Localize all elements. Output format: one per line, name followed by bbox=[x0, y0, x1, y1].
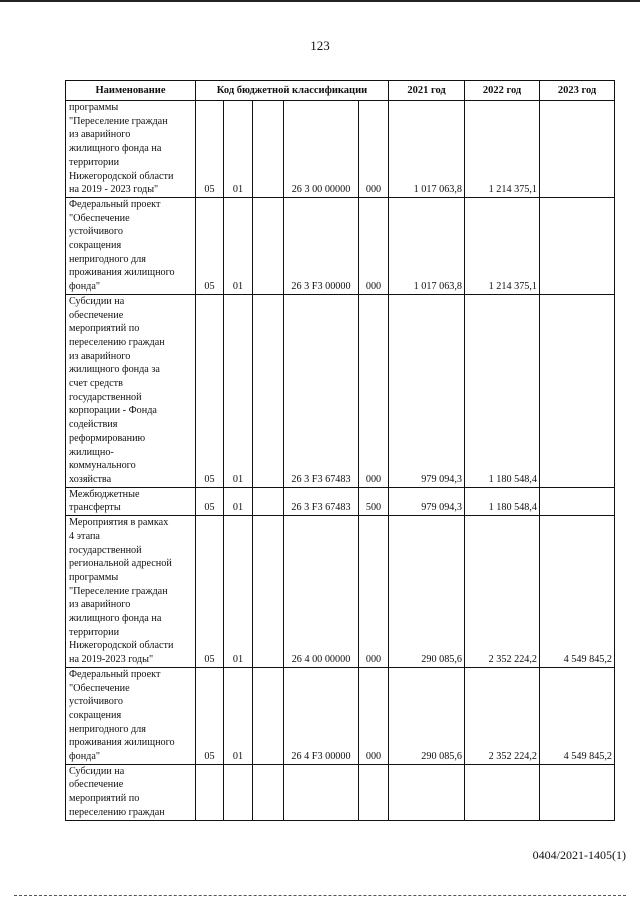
subchapter-code-cell: 01 bbox=[224, 516, 253, 668]
amount-2023-cell bbox=[540, 487, 615, 515]
amount-2021-cell: 290 085,6 bbox=[389, 516, 465, 668]
table-row bbox=[66, 487, 615, 515]
amount-2023-cell: 4 549 845,2 bbox=[540, 667, 615, 764]
target-article-cell: 26 3 F3 67483 bbox=[284, 487, 359, 515]
subchapter-code-cell: 01 bbox=[224, 667, 253, 764]
subchapter-code-cell: 01 bbox=[224, 197, 253, 294]
row-name-cell: Субсидии на обеспечение мероприятий по переселению граждан из аварийного жилищного фонда за счет средств государственной корпорации - Фонда содействия реформированию жилищно- коммунального хозяйства bbox=[66, 294, 196, 487]
subchapter-code-cell: 01 bbox=[224, 487, 253, 515]
amount-2021-cell bbox=[389, 764, 465, 820]
table-row bbox=[66, 764, 615, 820]
subchapter-code-cell: 01 bbox=[224, 294, 253, 487]
header-code: Код бюджетной классификации bbox=[196, 81, 389, 101]
expense-type-cell: 000 bbox=[359, 667, 389, 764]
spacer-cell bbox=[253, 197, 284, 294]
spacer-cell bbox=[253, 667, 284, 764]
amount-2021-cell: 979 094,3 bbox=[389, 294, 465, 487]
amount-2021-cell: 1 017 063,8 bbox=[389, 101, 465, 198]
table-row bbox=[66, 516, 615, 668]
chapter-code-cell: 05 bbox=[196, 667, 224, 764]
amount-2022-cell: 1 180 548,4 bbox=[465, 487, 540, 515]
subchapter-code-cell bbox=[224, 764, 253, 820]
table-row bbox=[66, 101, 615, 198]
chapter-code-cell: 05 bbox=[196, 487, 224, 515]
document-number: 0404/2021-1405(1) bbox=[532, 848, 626, 862]
amount-2022-cell: 2 352 224,2 bbox=[465, 516, 540, 668]
amount-2021-cell: 290 085,6 bbox=[389, 667, 465, 764]
amount-2022-cell: 2 352 224,2 bbox=[465, 667, 540, 764]
target-article-cell: 26 3 00 00000 bbox=[284, 101, 359, 198]
spacer-cell bbox=[253, 516, 284, 668]
amount-2021-cell: 979 094,3 bbox=[389, 487, 465, 515]
amount-2023-cell: 4 549 845,2 bbox=[540, 516, 615, 668]
expense-type-cell: 000 bbox=[359, 516, 389, 668]
chapter-code-cell: 05 bbox=[196, 101, 224, 198]
spacer-cell bbox=[253, 101, 284, 198]
expense-type-cell: 000 bbox=[359, 197, 389, 294]
header-2021: 2021 год bbox=[389, 81, 465, 101]
header-2023: 2023 год bbox=[540, 81, 615, 101]
budget-table bbox=[65, 80, 615, 821]
chapter-code-cell bbox=[196, 764, 224, 820]
row-name-cell: Мероприятия в рамках 4 этапа государственной региональной адресной программы "Переселение граждан из аварийного жилищного фонда на территории Нижегородской области на 2019-2023 годы" bbox=[66, 516, 196, 668]
amount-2023-cell bbox=[540, 197, 615, 294]
spacer-cell bbox=[253, 764, 284, 820]
chapter-code-cell: 05 bbox=[196, 516, 224, 668]
table-row bbox=[66, 197, 615, 294]
spacer-cell bbox=[253, 294, 284, 487]
target-article-cell: 26 3 F3 67483 bbox=[284, 294, 359, 487]
target-article-cell: 26 4 00 00000 bbox=[284, 516, 359, 668]
amount-2023-cell bbox=[540, 764, 615, 820]
row-name-cell: Федеральный проект "Обеспечение устойчивого сокращения непригодного для проживания жилищного фонда" bbox=[66, 667, 196, 764]
target-article-cell: 26 3 F3 00000 bbox=[284, 197, 359, 294]
spacer-cell bbox=[253, 487, 284, 515]
expense-type-cell bbox=[359, 764, 389, 820]
row-name-cell: Межбюджетные трансферты bbox=[66, 487, 196, 515]
table-row bbox=[66, 667, 615, 764]
expense-type-cell: 500 bbox=[359, 487, 389, 515]
row-name-cell: Федеральный проект "Обеспечение устойчивого сокращения непригодного для проживания жилищного фонда" bbox=[66, 197, 196, 294]
table-header-row bbox=[66, 81, 615, 101]
amount-2022-cell: 1 180 548,4 bbox=[465, 294, 540, 487]
subchapter-code-cell: 01 bbox=[224, 101, 253, 198]
header-name: Наименование bbox=[66, 81, 196, 101]
amount-2023-cell bbox=[540, 101, 615, 198]
target-article-cell: 26 4 F3 00000 bbox=[284, 667, 359, 764]
header-2022: 2022 год bbox=[465, 81, 540, 101]
chapter-code-cell: 05 bbox=[196, 294, 224, 487]
amount-2023-cell bbox=[540, 294, 615, 487]
amount-2021-cell: 1 017 063,8 bbox=[389, 197, 465, 294]
row-name-cell: программы "Переселение граждан из аварийного жилищного фонда на территории Нижегородской области на 2019 - 2023 годы" bbox=[66, 101, 196, 198]
expense-type-cell: 000 bbox=[359, 294, 389, 487]
expense-type-cell: 000 bbox=[359, 101, 389, 198]
amount-2022-cell bbox=[465, 764, 540, 820]
amount-2022-cell: 1 214 375,1 bbox=[465, 197, 540, 294]
page-number: 123 bbox=[310, 38, 330, 53]
bottom-dashed-line bbox=[14, 895, 626, 896]
row-name-cell: Субсидии на обеспечение мероприятий по переселению граждан bbox=[66, 764, 196, 820]
top-border-line bbox=[0, 0, 640, 2]
amount-2022-cell: 1 214 375,1 bbox=[465, 101, 540, 198]
target-article-cell bbox=[284, 764, 359, 820]
chapter-code-cell: 05 bbox=[196, 197, 224, 294]
table-row bbox=[66, 294, 615, 487]
